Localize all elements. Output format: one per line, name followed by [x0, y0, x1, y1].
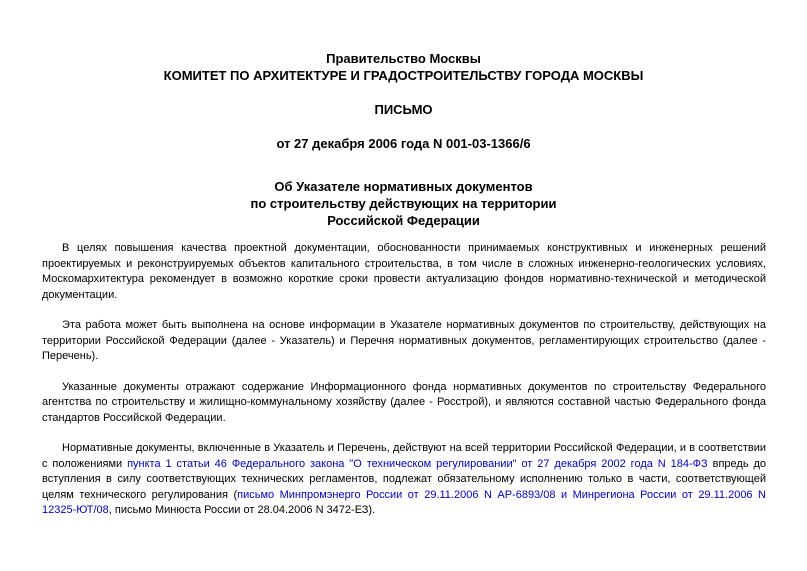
document-subject [0, 178, 807, 229]
committee-name: КОМИТЕТ ПО АРХИТЕКТУРЕ И ГРАДОСТРОИТЕЛЬСТВУ ГОРОДА МОСКВЫ [163, 68, 644, 83]
paragraph [42, 441, 766, 519]
document-date: от 27 декабря 2006 года N 001-03-1366/6 [276, 136, 531, 151]
ministry-letter-link[interactable]: письмо Минпромэнерго России от 29.11.2006 N АР-6893/08 и Минрегиона России от 29.11.2006 N 12325-ЮТ/08 [42, 488, 766, 516]
document-body [42, 241, 766, 534]
subject-line: Об Указателе нормативных документов [274, 179, 533, 194]
document-header [0, 50, 807, 152]
law-article-link[interactable]: пункта 1 статьи 46 Федерального закона "О техническом регулировании" от 27 декабря 2002 года N 184-ФЗ [127, 457, 708, 470]
government-name: Правительство Москвы [326, 51, 481, 66]
paragraph-text: , письмо Минюста России от 28.04.2006 N 3472-ЕЗ). [108, 504, 376, 516]
paragraph: Указанные документы отражают содержание Информационного фонда нормативных документов по строительству Федерального агентства по строительству и жилищно-коммунальному хозяйству (далее - Росстрой), и являются составной частью Федерального фонда стандартов Российской Федерации. [42, 380, 766, 424]
paragraph-text: Нормативные документы, включенные в Указатель и Перечень, действуют на всей территории Российской Федерации, и в соответствии с положениями [42, 442, 766, 470]
paragraph: В целях повышения качества проектной документации, обоснованности принимаемых конструктивных и инженерных решений проектируемых и реконструируемых объектов капитального строительства, в том числе в сложных инженерно-геологических условиях, Москомархитектура рекомендует в возможно короткие сроки провести актуализацию фондов нормативно-технической и методической документации. [42, 242, 766, 301]
paragraph: Эта работа может быть выполнена на основе информации в Указателе нормативных документов по строительству, действующих на территории Российской Федерации (далее - Указатель) и Перечня нормативных документов, регламентирующих строительство (далее - Перечень). [42, 319, 766, 362]
subject-line: Российской Федерации [327, 213, 480, 228]
subject-line: по строительству действующих на территории [250, 196, 557, 211]
document-type: ПИСЬМО [374, 102, 433, 117]
paragraph-text: впредь до вступления в силу соответствующих технических регламентов, подлежат обязательному исполнению только в части, соответствующей целям технического регулирования ( [42, 457, 767, 501]
